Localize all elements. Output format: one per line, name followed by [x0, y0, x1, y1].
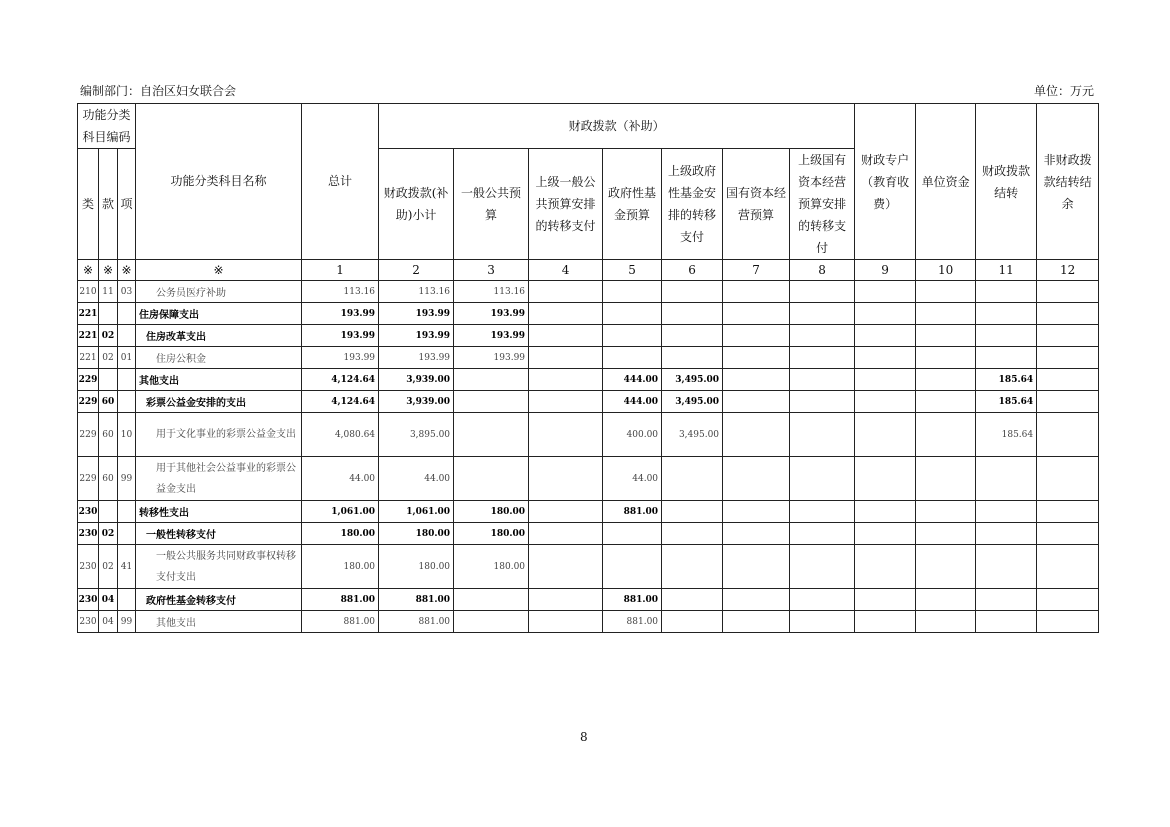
amount-cell [1037, 391, 1099, 413]
item-name: 其他支出 [136, 369, 302, 391]
amount-cell: 881.00 [302, 589, 379, 611]
code-xiang: 10 [118, 413, 136, 457]
amount-cell: 193.99 [302, 325, 379, 347]
header-row-top [78, 104, 1099, 149]
table-row [78, 457, 1099, 501]
code-kuan: 60 [99, 413, 118, 457]
table-body [78, 281, 1099, 633]
total-header: 总计 [302, 104, 379, 260]
state-capital-header: 国有资本经营预算 [723, 149, 790, 260]
fiscal-carryover-header: 财政拨款结转 [976, 104, 1037, 260]
table-row [78, 523, 1099, 545]
table-row [78, 325, 1099, 347]
amount-cell [976, 589, 1037, 611]
table-row [78, 369, 1099, 391]
amount-cell: 185.64 [976, 369, 1037, 391]
amount-cell [1037, 501, 1099, 523]
amount-cell [529, 303, 603, 325]
special-account-header: 财政专户（教育收费） [855, 104, 916, 260]
code-xiang: 03 [118, 281, 136, 303]
code-kuan: 02 [99, 347, 118, 369]
amount-cell [1037, 303, 1099, 325]
code-kuan: 11 [99, 281, 118, 303]
amount-cell [723, 325, 790, 347]
amount-cell [723, 589, 790, 611]
code-kuan: 60 [99, 391, 118, 413]
code-kuan [99, 303, 118, 325]
amount-cell [855, 523, 916, 545]
amount-cell [1037, 325, 1099, 347]
amount-cell [916, 611, 976, 633]
code-kuan: 04 [99, 611, 118, 633]
page-number: 8 [580, 730, 588, 744]
amount-cell [790, 545, 855, 589]
amount-cell [976, 545, 1037, 589]
amount-cell: 44.00 [603, 457, 662, 501]
amount-cell: 180.00 [379, 545, 454, 589]
item-name: 政府性基金转移支付 [136, 589, 302, 611]
amount-cell [1037, 611, 1099, 633]
code-lei: 229 [78, 457, 99, 501]
amount-cell [790, 325, 855, 347]
amount-cell [662, 325, 723, 347]
column-number-row [78, 260, 1099, 281]
amount-cell [529, 281, 603, 303]
column-number: 3 [454, 260, 529, 281]
amount-cell [855, 303, 916, 325]
amount-cell [916, 457, 976, 501]
general-budget-header: 一般公共预算 [454, 149, 529, 260]
code-lei: 229 [78, 369, 99, 391]
code-xiang [118, 501, 136, 523]
amount-cell [790, 611, 855, 633]
amount-cell [1037, 281, 1099, 303]
func-code-header: 功能分类科目编码 [78, 104, 136, 149]
amount-cell [529, 457, 603, 501]
amount-cell [790, 413, 855, 457]
amount-cell [723, 501, 790, 523]
unit-funds-header: 单位资金 [916, 104, 976, 260]
table-row [78, 391, 1099, 413]
amount-cell [790, 281, 855, 303]
amount-cell [855, 611, 916, 633]
amount-cell: 193.99 [454, 347, 529, 369]
amount-cell: 881.00 [302, 611, 379, 633]
table-row [78, 589, 1099, 611]
amount-cell [855, 589, 916, 611]
amount-cell [529, 369, 603, 391]
amount-cell [916, 281, 976, 303]
upper-fund-transfer-header: 上级政府性基金安排的转移支付 [662, 149, 723, 260]
amount-cell: 113.16 [379, 281, 454, 303]
amount-cell [1037, 457, 1099, 501]
amount-cell: 193.99 [454, 325, 529, 347]
code-lei: 229 [78, 391, 99, 413]
column-number: 7 [723, 260, 790, 281]
kuan-header: 款 [99, 149, 118, 260]
amount-cell: 193.99 [379, 347, 454, 369]
amount-cell [790, 303, 855, 325]
code-lei: 230 [78, 501, 99, 523]
amount-cell [723, 303, 790, 325]
amount-cell: 193.99 [379, 325, 454, 347]
column-number: 6 [662, 260, 723, 281]
amount-cell [529, 523, 603, 545]
table-row [78, 545, 1099, 589]
item-name: 住房改革支出 [136, 325, 302, 347]
column-number: 9 [855, 260, 916, 281]
xiang-header: 项 [118, 149, 136, 260]
amount-cell [916, 545, 976, 589]
amount-cell: 44.00 [379, 457, 454, 501]
item-name: 一般公共服务共同财政事权转移支付支出 [136, 545, 302, 589]
amount-cell [723, 369, 790, 391]
amount-cell [454, 611, 529, 633]
amount-cell: 193.99 [302, 347, 379, 369]
amount-cell: 180.00 [454, 545, 529, 589]
amount-cell [723, 523, 790, 545]
amount-cell [529, 347, 603, 369]
amount-cell [976, 347, 1037, 369]
item-name: 其他支出 [136, 611, 302, 633]
amount-cell [603, 347, 662, 369]
amount-cell [790, 501, 855, 523]
amount-cell: 3,495.00 [662, 369, 723, 391]
upper-general-transfer-header: 上级一般公共预算安排的转移支付 [529, 149, 603, 260]
amount-cell [662, 303, 723, 325]
item-name: 住房保障支出 [136, 303, 302, 325]
amount-cell [976, 325, 1037, 347]
amount-cell: 400.00 [603, 413, 662, 457]
amount-cell: 185.64 [976, 413, 1037, 457]
amount-cell [454, 369, 529, 391]
amount-cell [603, 325, 662, 347]
code-xiang: 41 [118, 545, 136, 589]
amount-cell [529, 501, 603, 523]
amount-cell: 180.00 [302, 523, 379, 545]
code-kuan [99, 501, 118, 523]
unit-label: 单位：万元 [1034, 84, 1095, 98]
code-lei: 230 [78, 523, 99, 545]
upper-capital-transfer-header: 上级国有资本经营预算安排的转移支付 [790, 149, 855, 260]
code-lei: 230 [78, 545, 99, 589]
amount-cell: 3,895.00 [379, 413, 454, 457]
amount-cell: 180.00 [454, 501, 529, 523]
code-lei: 230 [78, 611, 99, 633]
code-xiang [118, 589, 136, 611]
amount-cell [790, 457, 855, 501]
code-xiang [118, 303, 136, 325]
amount-cell [790, 347, 855, 369]
code-lei: 210 [78, 281, 99, 303]
code-lei: 229 [78, 413, 99, 457]
amount-cell [662, 523, 723, 545]
code-xiang [118, 391, 136, 413]
amount-cell [529, 325, 603, 347]
code-lei: 221 [78, 303, 99, 325]
amount-cell: 193.99 [302, 303, 379, 325]
column-mark: ※ [118, 260, 136, 281]
amount-cell [454, 589, 529, 611]
code-lei: 221 [78, 325, 99, 347]
column-mark: ※ [78, 260, 99, 281]
code-xiang: 99 [118, 611, 136, 633]
amount-cell: 3,939.00 [379, 391, 454, 413]
amount-cell [976, 523, 1037, 545]
amount-cell [916, 325, 976, 347]
amount-cell: 881.00 [603, 501, 662, 523]
column-mark: ※ [99, 260, 118, 281]
amount-cell [662, 545, 723, 589]
amount-cell [916, 523, 976, 545]
amount-cell [723, 611, 790, 633]
column-number: 5 [603, 260, 662, 281]
amount-cell [916, 303, 976, 325]
amount-cell [454, 413, 529, 457]
amount-cell [723, 347, 790, 369]
amount-cell: 881.00 [603, 589, 662, 611]
table-row [78, 303, 1099, 325]
amount-cell: 185.64 [976, 391, 1037, 413]
code-xiang [118, 369, 136, 391]
amount-cell [855, 325, 916, 347]
amount-cell: 44.00 [302, 457, 379, 501]
amount-cell [529, 391, 603, 413]
code-xiang: 99 [118, 457, 136, 501]
table-row [78, 347, 1099, 369]
amount-cell: 881.00 [379, 589, 454, 611]
amount-cell [723, 281, 790, 303]
amount-cell [855, 347, 916, 369]
amount-cell [855, 501, 916, 523]
amount-cell [976, 281, 1037, 303]
amount-cell [855, 545, 916, 589]
amount-cell [855, 391, 916, 413]
fiscal-subtotal-header: 财政拨款(补助)小计 [379, 149, 454, 260]
amount-cell [1037, 347, 1099, 369]
item-name: 公务员医疗补助 [136, 281, 302, 303]
column-mark: ※ [136, 260, 302, 281]
item-name: 一般性转移支付 [136, 523, 302, 545]
amount-cell [723, 457, 790, 501]
amount-cell [603, 523, 662, 545]
amount-cell: 4,124.64 [302, 369, 379, 391]
column-number: 2 [379, 260, 454, 281]
amount-cell: 4,080.64 [302, 413, 379, 457]
amount-cell: 1,061.00 [379, 501, 454, 523]
amount-cell [916, 589, 976, 611]
amount-cell [855, 281, 916, 303]
code-kuan: 02 [99, 325, 118, 347]
amount-cell: 3,495.00 [662, 391, 723, 413]
amount-cell [603, 281, 662, 303]
amount-cell [976, 501, 1037, 523]
column-number: 1 [302, 260, 379, 281]
amount-cell [916, 413, 976, 457]
amount-cell [723, 391, 790, 413]
amount-cell [790, 369, 855, 391]
table-row [78, 281, 1099, 303]
column-number: 8 [790, 260, 855, 281]
amount-cell: 881.00 [603, 611, 662, 633]
amount-cell [454, 391, 529, 413]
fiscal-group-header: 财政拨款（补助） [379, 104, 855, 149]
amount-cell [855, 413, 916, 457]
budget-table [77, 103, 1099, 633]
amount-cell [855, 369, 916, 391]
item-name: 住房公积金 [136, 347, 302, 369]
column-number: 12 [1037, 260, 1099, 281]
column-number: 4 [529, 260, 603, 281]
nonfiscal-carryover-header: 非财政拨款结转结余 [1037, 104, 1099, 260]
table-row [78, 501, 1099, 523]
amount-cell [723, 545, 790, 589]
amount-cell [916, 501, 976, 523]
amount-cell [976, 457, 1037, 501]
code-kuan: 60 [99, 457, 118, 501]
amount-cell: 444.00 [603, 369, 662, 391]
amount-cell [662, 457, 723, 501]
amount-cell [790, 523, 855, 545]
item-name: 用于其他社会公益事业的彩票公益金支出 [136, 457, 302, 501]
amount-cell: 3,939.00 [379, 369, 454, 391]
code-kuan: 04 [99, 589, 118, 611]
code-xiang [118, 325, 136, 347]
amount-cell: 881.00 [379, 611, 454, 633]
amount-cell: 180.00 [454, 523, 529, 545]
amount-cell [454, 457, 529, 501]
amount-cell [662, 281, 723, 303]
amount-cell [916, 391, 976, 413]
amount-cell [1037, 545, 1099, 589]
amount-cell [855, 457, 916, 501]
amount-cell: 3,495.00 [662, 413, 723, 457]
code-xiang [118, 523, 136, 545]
code-kuan [99, 369, 118, 391]
func-name-header: 功能分类科目名称 [136, 104, 302, 260]
amount-cell [916, 369, 976, 391]
amount-cell [1037, 369, 1099, 391]
code-kuan: 02 [99, 545, 118, 589]
amount-cell [662, 501, 723, 523]
amount-cell [976, 611, 1037, 633]
amount-cell [603, 303, 662, 325]
amount-cell: 193.99 [379, 303, 454, 325]
amount-cell [529, 545, 603, 589]
amount-cell [529, 611, 603, 633]
amount-cell [529, 413, 603, 457]
code-lei: 221 [78, 347, 99, 369]
amount-cell: 1,061.00 [302, 501, 379, 523]
amount-cell [529, 589, 603, 611]
code-lei: 230 [78, 589, 99, 611]
amount-cell [1037, 589, 1099, 611]
amount-cell [976, 303, 1037, 325]
amount-cell: 180.00 [302, 545, 379, 589]
amount-cell [790, 391, 855, 413]
amount-cell [1037, 523, 1099, 545]
code-kuan: 02 [99, 523, 118, 545]
lei-header: 类 [78, 149, 99, 260]
amount-cell: 193.99 [454, 303, 529, 325]
amount-cell: 4,124.64 [302, 391, 379, 413]
table-row [78, 413, 1099, 457]
amount-cell: 180.00 [379, 523, 454, 545]
amount-cell [916, 347, 976, 369]
item-name: 彩票公益金安排的支出 [136, 391, 302, 413]
amount-cell: 113.16 [454, 281, 529, 303]
department-label: 编制部门：自治区妇女联合会 [80, 84, 237, 98]
item-name: 转移性支出 [136, 501, 302, 523]
amount-cell [662, 611, 723, 633]
item-name: 用于文化事业的彩票公益金支出 [136, 413, 302, 457]
amount-cell [603, 545, 662, 589]
column-number: 10 [916, 260, 976, 281]
amount-cell: 444.00 [603, 391, 662, 413]
column-number: 11 [976, 260, 1037, 281]
amount-cell [662, 589, 723, 611]
table-row [78, 611, 1099, 633]
amount-cell [790, 589, 855, 611]
amount-cell [723, 413, 790, 457]
gov-fund-header: 政府性基金预算 [603, 149, 662, 260]
amount-cell [1037, 413, 1099, 457]
amount-cell: 113.16 [302, 281, 379, 303]
code-xiang: 01 [118, 347, 136, 369]
amount-cell [662, 347, 723, 369]
